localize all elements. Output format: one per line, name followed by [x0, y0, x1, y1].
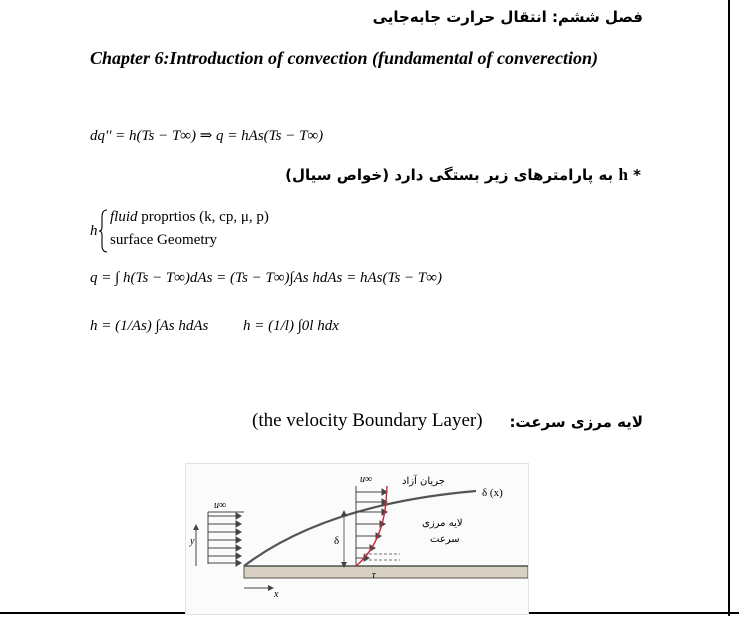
equation-heat-flux — [90, 126, 323, 145]
fluid-properties-line — [110, 209, 269, 226]
free-stream-label: جریان آزاد — [402, 476, 445, 487]
page-border-right — [728, 0, 730, 616]
bl-diagram-svg — [186, 464, 528, 614]
delta-arrow-top — [341, 510, 347, 516]
x-axis-label: x — [274, 589, 279, 600]
velocity-bl-heading-persian: لایه مرزی سرعت: — [509, 413, 643, 431]
fluid-word: fluid — [110, 209, 138, 225]
surface-geometry-line: surface Geometry — [110, 232, 218, 248]
h-dependence-brace — [90, 209, 300, 255]
equation-3b-text: h = (1/l) ∫0l hdx — [243, 318, 339, 334]
bullet-h-symbol: h — [618, 165, 628, 184]
equation-average-h-length — [243, 318, 339, 335]
chapter-heading-persian: فصل ششم: انتقال حرارت جابه‌جایی — [372, 8, 643, 26]
bl-label-line-2: سرعت — [430, 534, 460, 545]
flat-plate — [244, 566, 528, 578]
curly-brace — [98, 209, 108, 253]
bullet-text: به پارامترهای زیر بستگی دارد (خواص سیال) — [285, 166, 614, 184]
chapter-title: Chapter 6:Introduction of convection (fundamental of converection) — [90, 48, 598, 68]
properties-list: proprtios (k, cp, μ, p) — [141, 209, 269, 225]
delta-x-label: δ (x) — [482, 487, 503, 499]
h-dependence-heading — [285, 165, 641, 185]
y-axis-arrowhead — [193, 524, 199, 530]
profile-u-inf-label: u∞ — [360, 474, 373, 485]
delta-label: δ — [334, 535, 340, 547]
y-axis-label: y — [190, 536, 195, 547]
velocity-bl-heading-english: (the velocity Boundary Layer) — [252, 410, 483, 431]
equation-total-heat — [90, 270, 442, 287]
equation-1-text: dq'' = h(Ts − T∞) ⇒ q = hAs(Ts − T∞) — [90, 128, 324, 144]
bl-label-line-1: لایه مرزی — [422, 518, 463, 529]
velocity-boundary-layer-figure — [185, 463, 529, 615]
h-symbol: h — [90, 223, 98, 239]
equation-3a-text: h = (1/As) ∫As hdAs — [90, 318, 209, 334]
inlet-velocity-arrows — [208, 513, 241, 566]
inlet-u-inf-label: u∞ — [214, 500, 227, 511]
bullet-star: * — [633, 166, 641, 184]
tau-label: τ — [372, 570, 376, 581]
equation-2-text: q = ∫ h(Ts − T∞)dAs = (Ts − T∞)∫As hdAs = hAs(Ts − T∞) — [90, 270, 442, 286]
equation-average-h-area — [90, 318, 208, 335]
